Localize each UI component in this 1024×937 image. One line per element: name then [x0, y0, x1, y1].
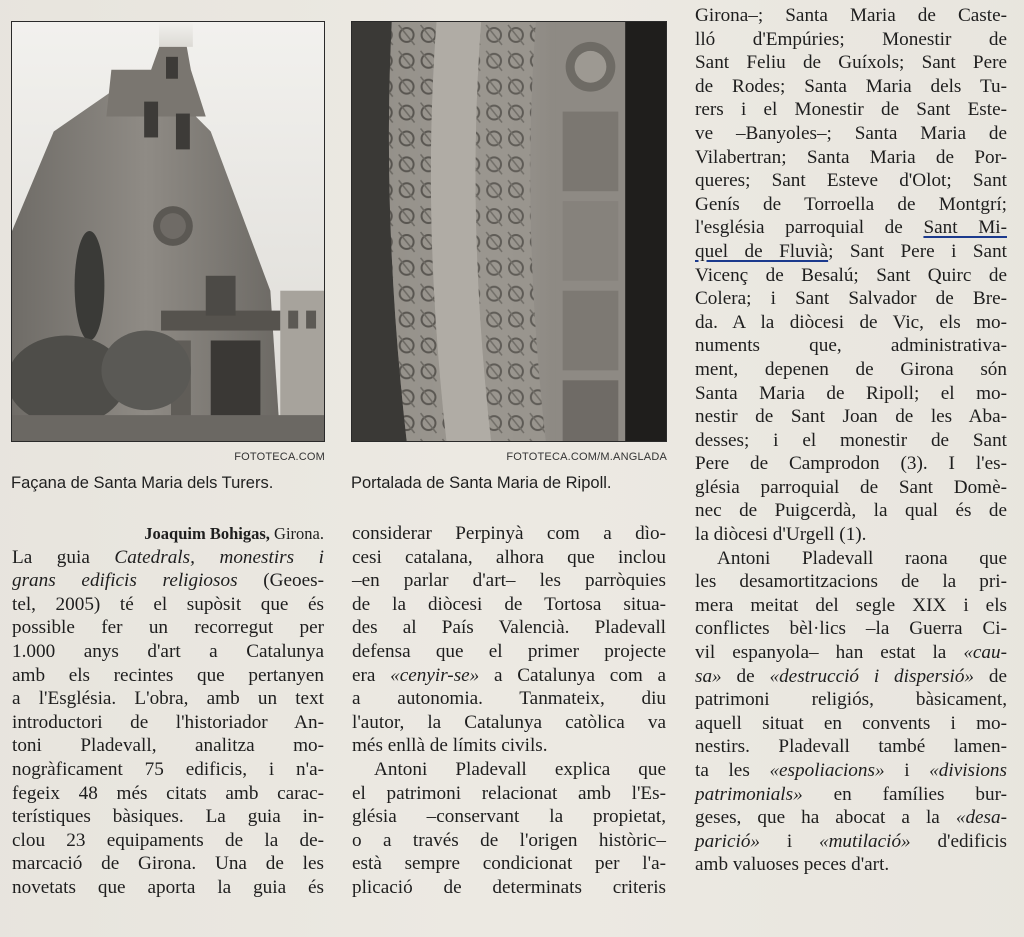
col3-line-13: Colera; i Sant Salvador de Bre-: [695, 288, 1007, 310]
col3-line-8: queres; Sant Esteve d'Olot; Sant: [695, 170, 1007, 192]
col3-line-11: quel de Fluvià; Sant Pere i Sant: [695, 240, 1007, 262]
col1-line-15: novetats que aporta la guia és: [12, 876, 324, 898]
pen-underline-fluvia: quel de Fluvià: [695, 240, 829, 262]
col2-line-7: era «cenyir-se» a Catalunya com a: [352, 664, 667, 686]
col3-line-20: Pere de Camprodon (3). I l'es-: [695, 453, 1007, 475]
col3-line-4: de Rodes; Santa Maria dels Tu-: [695, 75, 1007, 97]
col2-line-4: de la diòcesi de Tortosa situa-: [352, 593, 666, 615]
col2-line-6: defensa que el primer projecte: [352, 640, 666, 662]
photo-portalada-ripoll: [351, 21, 667, 442]
church-facade-image: [12, 22, 324, 441]
col2-line-11: Antoni Pladevall explica que: [374, 758, 666, 780]
col2-line-1: considerar Perpinyà com a dìo-: [352, 523, 666, 544]
col3-line-19: desses; i el monestir de Sant: [695, 429, 1007, 451]
col1-line-9: toni Pladevall, analitza mo-: [12, 735, 324, 757]
col3-line-31: aquell situat en convents i mo-: [695, 712, 1007, 734]
col3-line-26: mera meitat del segle XIX i els: [695, 594, 1007, 616]
photo-credit-middle: FOTOTECA.COM/M.ANGLADA: [506, 451, 667, 463]
quote-cenyir-se: «cenyir-se»: [390, 664, 480, 686]
photo-caption-middle: Portalada de Santa Maria de Ripoll.: [351, 474, 612, 492]
col1-line-4: possible fer un recorregut per: [12, 617, 324, 639]
byline-author: Joaquim Bohigas,: [144, 524, 270, 543]
col2-line-5: des al País Valencià. Pladevall: [352, 617, 666, 639]
col3-line-34: patrimonials» en famílies bur-: [695, 783, 1007, 805]
col1-line-8: introductori de l'historiador An-: [12, 711, 324, 733]
col2-line-8: a autonomia. Tanmateix, diu: [352, 688, 666, 710]
col3-line-1: Girona–; Santa Maria de Caste-: [695, 5, 1007, 26]
col3-line-15: numents que, administrativa-: [695, 335, 1007, 357]
byline: [12, 522, 324, 546]
article-column-3: [695, 4, 1007, 877]
col2-line-2: cesi catalana, alhora que inclou: [352, 546, 666, 568]
col3-line-14: da. A la diòcesi de Vic, els mo-: [695, 311, 1007, 333]
col3-line-3: Sant Feliu de Guíxols; Sant Pere: [695, 52, 1007, 74]
col1-line-13: clou 23 equipaments de la de-: [12, 829, 324, 851]
col1-line-6: amb els recintes que pertanyen: [12, 664, 324, 686]
col3-line-21: glésia parroquial de Sant Domè-: [695, 476, 1007, 498]
col3-line-6: ve –Banyoles–; Santa Maria de: [695, 122, 1007, 144]
photo-caption-left: Façana de Santa Maria dels Turers.: [11, 474, 274, 492]
col3-line-28: vil espanyola– han estat la «cau-: [695, 642, 1007, 664]
col3-line-17: Santa Maria de Ripoll; el mo-: [695, 382, 1007, 404]
col3-line-12: Vicenç de Besalú; Sant Quirc de: [695, 264, 1007, 286]
col1-line-7: a l'Església. L'obra, amb un text: [12, 688, 324, 710]
col3-line-22: nec de Puigcerdà, la qual és de: [695, 500, 1007, 522]
col3-line-35: geses, que ha abocat a la «desa-: [695, 807, 1007, 829]
col1-line-14: marcació de Girona. Una de les: [12, 853, 324, 875]
col2-line-16: plicació de determinats criteris: [352, 876, 666, 898]
col3-line-37: amb valuoses peces d'art.: [695, 854, 890, 876]
col2-line-12: el patrimoni relacionat amb l'Es-: [352, 782, 666, 804]
col1-line-11: fegeix 48 més citats amb carac-: [12, 782, 324, 804]
col1-line-2: grans edificis religiosos (Geoes-: [12, 570, 324, 592]
col1-line-10: nogràficament 75 edificis, i n'a-: [12, 758, 324, 780]
col3-line-32: nestirs. Pladevall també lamen-: [695, 736, 1007, 758]
col3-line-2: lló d'Empúries; Monestir de: [695, 28, 1007, 50]
col2-line-9: l'autor, la Catalunya catòlica va: [352, 711, 666, 733]
book-title: Catedrals, monestirs: [114, 546, 295, 568]
photo-credit-left: FOTOTECA.COM: [234, 451, 325, 463]
col3-line-5: rers i el Monestir de Sant Este-: [695, 99, 1007, 121]
col1-line-1: La guia Catedrals, monestirs i: [12, 546, 324, 568]
pen-underline-sant-miquel: Sant Mi-: [923, 217, 1007, 239]
byline-place: Girona.: [269, 524, 324, 543]
col3-line-36: parició» i «mutilació» d'edificis: [695, 830, 1007, 852]
col3-line-18: nestir de Sant Joan de les Aba-: [695, 406, 1007, 428]
article-column-1: [12, 522, 324, 900]
col3-line-23: la diòcesi d'Urgell (1).: [695, 524, 867, 546]
portal-carvings-image: [352, 22, 666, 441]
col3-line-10: l'església parroquial de Sant Mi-: [695, 217, 1007, 239]
col2-line-13: glésia –conservant la propietat,: [352, 806, 666, 828]
col1-line-3: tel, 2005) té el supòsit que és: [12, 593, 324, 615]
article-column-2: [352, 522, 666, 900]
col2-line-10: més enllà de límits civils.: [352, 735, 548, 757]
photo-santa-maria-dels-turers: [11, 21, 325, 442]
col1-line-12: terístiques bàsiques. La guia in-: [12, 806, 324, 828]
col2-line-15: està sempre condicionat per l'a-: [352, 853, 666, 875]
col3-line-7: Vilabertran; Santa Maria de Por-: [695, 146, 1007, 168]
col1-line-5: 1.000 anys d'art a Catalunya: [12, 640, 324, 662]
col2-line-3: –en parlar d'art– les parròquies: [352, 570, 666, 592]
col3-line-25: les desamortitzacions de la pri-: [695, 571, 1007, 593]
col3-line-16: ment, depenen de Girona són: [695, 358, 1007, 380]
col3-line-29: sa» de «destrucció i dispersió» de: [695, 665, 1007, 687]
col3-line-33: ta les «espoliacions» i «divisions: [695, 760, 1007, 781]
col3-line-30: patrimoni religiós, bàsicament,: [695, 689, 1007, 711]
col3-line-24: Antoni Pladevall raona que: [717, 547, 1007, 569]
col3-line-9: Genís de Torroella de Montgrí;: [695, 193, 1007, 215]
col3-line-27: conflictes bèl·lics –la Guerra Ci-: [695, 618, 1007, 640]
col2-line-14: o a través de l'origen històric–: [352, 829, 666, 851]
